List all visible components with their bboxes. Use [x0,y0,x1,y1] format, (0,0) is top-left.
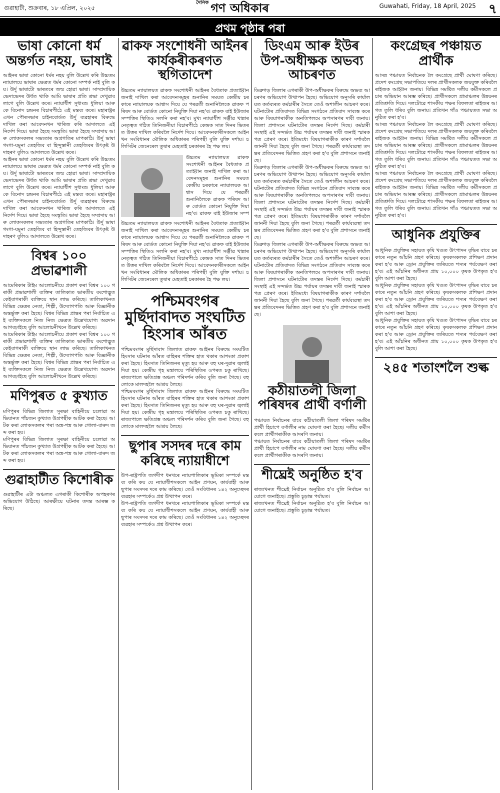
article-body-congress-more: আসন্ন পঞ্চায়ত নিৰ্বাচনক লৈ কংগ্ৰেছে প্ৰাৰ্থী ঘোষণা কৰিছে। প্ৰদেশ কংগ্ৰেছ সভাপতিয়ে দলৰ প্ৰাৰ্থীসকলক জয়যুক্ত কৰিবলৈ ৰাইজক আহ্বান জনায়। বিভিন্ন সমষ্টিত দলীয় কৰ্মীসকলে প্ৰচাৰ অভিযান আৰম্ভ কৰিছে। প্ৰাৰ্থীসকলে গ্ৰামাঞ্চলৰ উন্নয়নৰ প্ৰতিশ্ৰুতি দিয়ে। দলটোৱে শাসকীয় পক্ষৰ বিফলতা ৰাইজৰ আগত তুলি ধৰিব বুলি জনায়। প্ৰতিখন গাঁও পঞ্চায়তত সভা অনুষ্ঠিত কৰা হ'ব। [375,171,497,220]
masthead-title-text: গণ অধিকাৰ [210,1,270,15]
candidate-photo [283,325,341,383]
article-body-technology: আধুনিক প্ৰযুক্তিৰ সহায়ত কৃষি খণ্ডত উৎপাদন বৃদ্ধিৰ বাবে চৰকাৰে নতুন আঁচনি গ্ৰহণ কৰিছে। কৃষকসকলক প্ৰশিক্ষণ প্ৰদান কৰা হ'ব আৰু ড্ৰোন প্ৰযুক্তিৰ জৰিয়তে শস্যৰ পৰ্যবেক্ষণ কৰা হ'ব। এই আঁচনিৰ অধীনত প্ৰায় ১০,০০০ কৃষক উপকৃত হ'ব বুলি আশা কৰা হৈছে। [375,247,497,282]
column-divider [118,38,119,790]
article-body-congress: আসন্ন পঞ্চায়ত নিৰ্বাচনক লৈ কংগ্ৰেছে প্ৰাৰ্থী ঘোষণা কৰিছে। প্ৰদেশ কংগ্ৰেছ সভাপতিয়ে দলৰ প্ৰাৰ্থীসকলক জয়যুক্ত কৰিবলৈ ৰাইজক আহ্বান জনায়। বিভিন্ন সমষ্টিত দলীয় কৰ্মীসকলে প্ৰচাৰ অভিযান আৰম্ভ কৰিছে। প্ৰাৰ্থীসকলে গ্ৰামাঞ্চলৰ উন্নয়নৰ প্ৰতিশ্ৰুতি দিয়ে। দলটোৱে শাসকীয় পক্ষৰ বিফলতা ৰাইজৰ আগত তুলি ধৰিব বুলি জনায়। প্ৰতিখন গাঁও পঞ্চায়তত সভা অনুষ্ঠিত কৰা হ'ব। [375,73,497,122]
article-divider [3,469,115,470]
article-divider [121,435,249,436]
headline-congress: কংগ্ৰেছৰ পঞ্চায়ত প্ৰাৰ্থীক [390,39,482,69]
masthead-title [196,0,269,20]
article-body-misconduct-more: ডিব্ৰুগড় জিলাৰ এগৰাকী উপ-অধীক্ষকৰ বিৰুদ্ধে অভব্য আচৰণৰ অভিযোগ উত্থাপন হৈছে। অভিযোগ অনুসৰি কাৰ্যালয়ত কৰ্তব্যৰত কৰ্মচাৰীৰ সৈতে তেওঁ অশালীন আচৰণ কৰে। ঘটনাটোৰ প্ৰতিবাদত বিভিন্ন সংগঠনে প্ৰতিবাদ সাব্যস্ত কৰে আৰু বিষয়াগৰাকীক অনতিপলমে অপসাৰণৰ দাবী জনায়। জিলা প্ৰশাসনে ঘটনাটোৰ তদন্তৰ নিৰ্দেশ দিছে। কৰ্মচাৰী সংস্থাই এই সন্দৰ্ভত উচ্চ পৰ্যায়ৰ তদন্তৰ দাবী জনাই স্মাৰকপত্ৰ প্ৰেৰণ কৰে। ইতিমধ্যে বিষয়াগৰাকীক কাৰণ দৰ্শাবলৈ জাননী দিয়া হৈছে বুলি জনা গৈছে। পৰৱৰ্তী কাৰ্যব্যৱস্থা তদন্তৰ প্ৰতিবেদনৰ ভিত্তিত গ্ৰহণ কৰা হ'ব বুলি প্ৰশাসনে জনাইছে। [254,241,370,318]
headline-tariff: ২৪৫ শতাংশলৈ শুল্ক [383,360,489,376]
article-body-soon: ৰাজ্যখনত শীঘ্ৰেই নিৰ্বাচন অনুষ্ঠিত হ'ব বুলি নিৰ্বাচন আয়োগে জনাইছে। প্ৰস্তুতি চূড়ান্ত পৰ্যায়ত। [254,487,370,501]
masthead-date-english: Guwahati, Friday, 18 April, 2025 [379,3,476,10]
headline-murshidabad: পশ্চিমবংগৰ মুৰ্ছিদাবাদত সংঘটিত হিংসাৰ আঁৰত [124,291,246,344]
article-body-super-parliament: উপ-ৰাষ্ট্ৰপতি জগদীপ ধনখৰে ন্যায়পালিকাৰ ভূমিকা সম্পৰ্কে মন্তব্য কৰি কয় যে ন্যায়াধীশসকলে আইন প্ৰণয়ন, কাৰ্যবাহী আৰু ছুপাৰ সংসদৰ দৰে কাম কৰিছে। তেওঁ সংবিধানৰ ১৪২ অনুচ্ছেদৰ ব্যৱহাৰ সম্পৰ্কেও প্ৰশ্ন উত্থাপন কৰে। [121,473,249,501]
article-body-misconduct: ডিব্ৰুগড় জিলাৰ এগৰাকী উপ-অধীক্ষকৰ বিৰুদ্ধে অভব্য আচৰণৰ অভিযোগ উত্থাপন হৈছে। অভিযোগ অনুসৰি কাৰ্যালয়ত কৰ্তব্যৰত কৰ্মচাৰীৰ সৈতে তেওঁ অশালীন আচৰণ কৰে। ঘটনাটোৰ প্ৰতিবাদত বিভিন্ন সংগঠনে প্ৰতিবাদ সাব্যস্ত কৰে আৰু বিষয়াগৰাকীক অনতিপলমে অপসাৰণৰ দাবী জনায়। জিলা প্ৰশাসনে ঘটনাটোৰ তদন্তৰ নিৰ্দেশ দিছে। কৰ্মচাৰী সংস্থাই এই সন্দৰ্ভত উচ্চ পৰ্যায়ৰ তদন্তৰ দাবী জনাই স্মাৰকপত্ৰ প্ৰেৰণ কৰে। ইতিমধ্যে বিষয়াগৰাকীক কাৰণ দৰ্শাবলৈ জাননী দিয়া হৈছে বুলি জনা গৈছে। পৰৱৰ্তী কাৰ্যব্যৱস্থা তদন্তৰ প্ৰতিবেদনৰ ভিত্তিত গ্ৰহণ কৰা হ'ব বুলি প্ৰশাসনে জনাইছে। [254,87,370,164]
article-body-technology-cont: আধুনিক প্ৰযুক্তিৰ সহায়ত কৃষি খণ্ডত উৎপাদন বৃদ্ধিৰ বাবে চৰকাৰে নতুন আঁচনি গ্ৰহণ কৰিছে। কৃষকসকলক প্ৰশিক্ষণ প্ৰদান কৰা হ'ব আৰু ড্ৰোন প্ৰযুক্তিৰ জৰিয়তে শস্যৰ পৰ্যবেক্ষণ কৰা হ'ব। এই আঁচনিৰ অধীনত প্ৰায় ১০,০০০ কৃষক উপকৃত হ'ব বুলি আশা কৰা হৈছে। [375,282,497,317]
article-body-language: আইনৰ ভাষা কোনো ধৰ্মৰ নহয় বুলি উল্লেখ কৰি উচ্চতম ন্যায়ালয়ে ভাষাৰ ক্ষেত্ৰত ধৰ্মৰ কোনো সম্পৰ্ক নাই বুলি কয়। উৰ্দু ভাষাটো ভাৰতৰে জন্ম হোৱা ভাষা। সাম্প্ৰদায়িক ভেদাভেদৰ উৰ্ধত থাকি আমি ভাষাৰ প্ৰতি শ্ৰদ্ধা দেখুৱাব লাগে বুলি উল্লেখ কৰে। ন্যায়াধীশ সুধাংশু ধুলিয়া আৰু কে বিনোদ চন্দ্ৰনৰ বিচাৰপীঠে এই মন্তব্য কৰে। মহাৰাষ্ট্ৰৰ এখন পৌৰসভাৰ চাইনবোৰ্ডত উৰ্দু ব্যৱহাৰৰ বিৰুদ্ধে দাখিল কৰা আবেদনখন খাৰিজ কৰি আদালতে এই নিৰ্দেশ দিয়ে। ভাষা হৈছে সংস্কৃতি। ভাষা হৈছে সম্প্ৰদায় আৰু লোকসকলৰ সভ্যতাৰ অগ্ৰগতিৰ মাপকাঠি। উৰ্দু ভাষা গংগা-যমুনা তেহজিব বা হিন্দুস্তানী তেহজিবৰ উৎকৃষ্ট উদাহৰণ বুলিও আদালতে উল্লেখ কৰে। [3,73,115,157]
section-banner-text: প্ৰথম পৃষ্ঠাৰ পৰা [215,22,285,35]
article-body-waqf: উচ্চতম ন্যায়ালয়ত ৱাকফ সংশোধনী আইনৰ বৈধতাক প্ৰত্যাহ্বান জনাই দাখিল কৰা আবেদনসমূহৰ শুনানিৰ সময়ত কেন্দ্ৰীয় চৰকাৰে ন্যায়ালয়ক আশ্বাস দিয়ে যে পৰৱৰ্তী শুনানিলৈকে ৱাকফ পৰিষদ আৰু বোৰ্ডত কোনো নিযুক্তি দিয়া নহ'ব। ৱাকফ বাই ইউজাৰ সম্পত্তিৰ স্থিতিও সলনি কৰা নহ'ব। মুখ্য ন্যায়াধীশ সঞ্জীৱ খান্নাৰ নেতৃত্বত গঠিত তিনিজনীয়া বিচাৰপীঠে কেন্দ্ৰক সাত দিনৰ ভিতৰত উত্তৰ দাখিল কৰিবলৈ নিৰ্দেশ দিয়ে। আবেদনকাৰীসকলে আইনখন সংবিধানৰ মৌলিক অধিকাৰৰ পৰিপন্থী বুলি যুক্তি দৰ্শায়। চলিসিটৰ জেনেৰেল তুষাৰ মেহতাই চৰকাৰৰ হৈ পক্ষ লয়। [121,87,249,150]
article-body-language-cont: আইনৰ ভাষা কোনো ধৰ্মৰ নহয় বুলি উল্লেখ কৰি উচ্চতম ন্যায়ালয়ে ভাষাৰ ক্ষেত্ৰত ধৰ্মৰ কোনো সম্পৰ্ক নাই বুলি কয়। উৰ্দু ভাষাটো ভাৰতৰে জন্ম হোৱা ভাষা। সাম্প্ৰদায়িক ভেদাভেদৰ উৰ্ধত থাকি আমি ভাষাৰ প্ৰতি শ্ৰদ্ধা দেখুৱাব লাগে বুলি উল্লেখ কৰে। ন্যায়াধীশ সুধাংশু ধুলিয়া আৰু কে বিনোদ চন্দ্ৰনৰ বিচাৰপীঠে এই মন্তব্য কৰে। মহাৰাষ্ট্ৰৰ এখন পৌৰসভাৰ চাইনবোৰ্ডত উৰ্দু ব্যৱহাৰৰ বিৰুদ্ধে দাখিল কৰা আবেদনখন খাৰিজ কৰি আদালতে এই নিৰ্দেশ দিয়ে। ভাষা হৈছে সংস্কৃতি। ভাষা হৈছে সম্প্ৰদায় আৰু লোকসকলৰ সভ্যতাৰ অগ্ৰগতিৰ মাপকাঠি। উৰ্দু ভাষা গংগা-যমুনা তেহজিব বা হিন্দুস্তানী তেহজিবৰ উৎকৃষ্ট উদাহৰণ বুলিও আদালতে উল্লেখ কৰে। [3,157,115,241]
article-divider [375,357,497,358]
article-body-soon-cont: ৰাজ্যখনত শীঘ্ৰেই নিৰ্বাচন অনুষ্ঠিত হ'ব বুলি নিৰ্বাচন আয়োগে জনাইছে। প্ৰস্তুতি চূড়ান্ত পৰ্যায়ত। [254,501,370,515]
article-body-influential-cont: আমেৰিকাৰ টাইম আলোচনীয়ে প্ৰকাশ কৰা বিশ্বৰ ১০০ গৰাকী প্ৰভাৱশালী ব্যক্তিৰ তালিকাত ভাৰতীয় বংশোদ্ভূত কেইবাগৰাকী ব্যক্তিয়ে স্থান লাভ কৰিছে। তালিকাখনত বিভিন্ন ক্ষেত্ৰৰ নেতা, শিল্পী, উদ্যোগপতি আৰু বিজ্ঞানীক অন্তৰ্ভুক্ত কৰা হৈছে। বিশ্বৰ বিভিন্ন প্ৰান্তৰ পৰা নিৰ্বাচিত এই ব্যক্তিসকলে নিজ নিজ ক্ষেত্ৰত উল্লেখযোগ্য অৱদান আগবঢ়াইছে বুলি আলোচনীখনে উল্লেখ কৰিছে। [3,332,115,381]
article-body-murshidabad-cont: পশ্চিমবংগৰ মুৰ্ছিদাবাদ জিলাত ৱাকফ আইনৰ বিৰুদ্ধে সংঘটিত হিংসাৰ ঘটনাৰ আঁৰত বাহিৰৰ শক্তিৰ হাত থকাৰ আশংকা প্ৰকাশ কৰা হৈছে। হিংসাত তিনিজনৰ মৃত্যু হয় আৰু বহু ঘৰ-দুৱাৰ জ্বলাই দিয়া হয়। কেন্দ্ৰীয় গৃহ মন্ত্ৰালয়ে পৰিস্থিতিৰ ওপৰত চকু ৰাখিছে। ৰাজ্যপালে ক্ষতিগ্ৰস্ত অঞ্চল পৰিদৰ্শন কৰিব বুলি জনা গৈছে। বহু লোকে মালদহলৈ আশ্ৰয় লৈছে। [121,389,249,431]
article-body-murshidabad: পশ্চিমবংগৰ মুৰ্ছিদাবাদ জিলাত ৱাকফ আইনৰ বিৰুদ্ধে সংঘটিত হিংসাৰ ঘটনাৰ আঁৰত বাহিৰৰ শক্তিৰ হাত থকাৰ আশংকা প্ৰকাশ কৰা হৈছে। হিংসাত তিনিজনৰ মৃত্যু হয় আৰু বহু ঘৰ-দুৱাৰ জ্বলাই দিয়া হয়। কেন্দ্ৰীয় গৃহ মন্ত্ৰালয়ে পৰিস্থিতিৰ ওপৰত চকু ৰাখিছে। ৰাজ্যপালে ক্ষতিগ্ৰস্ত অঞ্চল পৰিদৰ্শন কৰিব বুলি জনা গৈছে। বহু লোকে মালদহলৈ আশ্ৰয় লৈছে। [121,347,249,389]
masthead-small-label: দৈনিক [196,0,209,6]
photo-row [121,155,249,217]
column-3 [254,38,370,790]
headline-manipur: মণিপুৰত ৫ কুখ্যাত [10,389,108,405]
article-divider [3,245,115,246]
page-number: ৭ [488,2,497,17]
article-divider [121,288,249,289]
article-body-manipur: মণিপুৰৰ বিভিন্ন জিলাত সুৰক্ষা বাহিনীয়ে চলোৱা অভিযানত পাঁচজন কুখ্যাত উগ্ৰপন্থীক আটক কৰা হৈছে। আটক কৰা লোকসকলৰ পৰা অস্ত্ৰ-শস্ত্ৰ আৰু গোলা-বাৰুদ জব্দ কৰা হয়। [3,408,115,436]
article-body-misconduct-cont: ডিব্ৰুগড় জিলাৰ এগৰাকী উপ-অধীক্ষকৰ বিৰুদ্ধে অভব্য আচৰণৰ অভিযোগ উত্থাপন হৈছে। অভিযোগ অনুসৰি কাৰ্যালয়ত কৰ্তব্যৰত কৰ্মচাৰীৰ সৈতে তেওঁ অশালীন আচৰণ কৰে। ঘটনাটোৰ প্ৰতিবাদত বিভিন্ন সংগঠনে প্ৰতিবাদ সাব্যস্ত কৰে আৰু বিষয়াগৰাকীক অনতিপলমে অপসাৰণৰ দাবী জনায়। জিলা প্ৰশাসনে ঘটনাটোৰ তদন্তৰ নিৰ্দেশ দিছে। কৰ্মচাৰী সংস্থাই এই সন্দৰ্ভত উচ্চ পৰ্যায়ৰ তদন্তৰ দাবী জনাই স্মাৰকপত্ৰ প্ৰেৰণ কৰে। ইতিমধ্যে বিষয়াগৰাকীক কাৰণ দৰ্শাবলৈ জাননী দিয়া হৈছে বুলি জনা গৈছে। পৰৱৰ্তী কাৰ্যব্যৱস্থা তদন্তৰ প্ৰতিবেদনৰ ভিত্তিত গ্ৰহণ কৰা হ'ব বুলি প্ৰশাসনে জনাইছে। [254,164,370,241]
article-body-technology-more: আধুনিক প্ৰযুক্তিৰ সহায়ত কৃষি খণ্ডত উৎপাদন বৃদ্ধিৰ বাবে চৰকাৰে নতুন আঁচনি গ্ৰহণ কৰিছে। কৃষকসকলক প্ৰশিক্ষণ প্ৰদান কৰা হ'ব আৰু ড্ৰোন প্ৰযুক্তিৰ জৰিয়তে শস্যৰ পৰ্যবেক্ষণ কৰা হ'ব। এই আঁচনিৰ অধীনত প্ৰায় ১০,০০০ কৃষক উপকৃত হ'ব বুলি আশা কৰা হৈছে। [375,317,497,352]
headline-misconduct: ডিংএম আৰু ইউৰ উপ-অধীক্ষক অভব্য আচৰণত [260,39,364,84]
article-body-kathiatoli: পঞ্চায়ত নিৰ্বাচনৰ বাবে কঠীয়াতলী জিলা পৰিষদ সমষ্টিৰ প্ৰাৰ্থী হিচাপে বৰ্ণালীৰ নাম ঘোষণা কৰা হৈছে। দলীয় কৰ্মীসকলে প্ৰাৰ্থীগৰাকীক আদৰণি জনায়। [254,417,370,438]
section-banner [0,18,500,36]
article-body-influential: আমেৰিকাৰ টাইম আলোচনীয়ে প্ৰকাশ কৰা বিশ্বৰ ১০০ গৰাকী প্ৰভাৱশালী ব্যক্তিৰ তালিকাত ভাৰতীয় বংশোদ্ভূত কেইবাগৰাকী ব্যক্তিয়ে স্থান লাভ কৰিছে। তালিকাখনত বিভিন্ন ক্ষেত্ৰৰ নেতা, শিল্পী, উদ্যোগপতি আৰু বিজ্ঞানীক অন্তৰ্ভুক্ত কৰা হৈছে। বিশ্বৰ বিভিন্ন প্ৰান্তৰ পৰা নিৰ্বাচিত এই ব্যক্তিসকলে নিজ নিজ ক্ষেত্ৰত উল্লেখযোগ্য অৱদান আগবঢ়াইছে বুলি আলোচনীখনে উল্লেখ কৰিছে। [3,283,115,332]
article-divider [3,385,115,386]
headline-super-parliament: ছুপাৰ সসদৰ দৰে কাম কৰিছে ন্যায়াধীশে [128,439,242,469]
article-body-kathiatoli-cont: পঞ্চায়ত নিৰ্বাচনৰ বাবে কঠীয়াতলী জিলা পৰিষদ সমষ্টিৰ প্ৰাৰ্থী হিচাপে বৰ্ণালীৰ নাম ঘোষণা কৰা হৈছে। দলীয় কৰ্মীসকলে প্ৰাৰ্থীগৰাকীক আদৰণি জনায়। [254,438,370,459]
masthead-date-assamese: গুৱাহাটী, শুক্ৰবাৰ, ১৮ এপ্ৰিল, ২০২৫ [4,5,96,12]
article-body-manipur-cont: মণিপুৰৰ বিভিন্ন জিলাত সুৰক্ষা বাহিনীয়ে চলোৱা অভিযানত পাঁচজন কুখ্যাত উগ্ৰপন্থীক আটক কৰা হৈছে। আটক কৰা লোকসকলৰ পৰা অস্ত্ৰ-শস্ত্ৰ আৰু গোলা-বাৰুদ জব্দ কৰা হয়। [3,436,115,464]
article-body-congress-cont: আসন্ন পঞ্চায়ত নিৰ্বাচনক লৈ কংগ্ৰেছে প্ৰাৰ্থী ঘোষণা কৰিছে। প্ৰদেশ কংগ্ৰেছ সভাপতিয়ে দলৰ প্ৰাৰ্থীসকলক জয়যুক্ত কৰিবলৈ ৰাইজক আহ্বান জনায়। বিভিন্ন সমষ্টিত দলীয় কৰ্মীসকলে প্ৰচাৰ অভিযান আৰম্ভ কৰিছে। প্ৰাৰ্থীসকলে গ্ৰামাঞ্চলৰ উন্নয়নৰ প্ৰতিশ্ৰুতি দিয়ে। দলটোৱে শাসকীয় পক্ষৰ বিফলতা ৰাইজৰ আগত তুলি ধৰিব বুলি জনায়। প্ৰতিখন গাঁও পঞ্চায়তত সভা অনুষ্ঠিত কৰা হ'ব। [375,122,497,171]
headline-guwahati: গুৱাহাটীত কিশোৰীক [4,472,114,488]
article-divider [375,224,497,225]
headline-kathiatoli: কঠীয়াতলী জিলা পৰিষদৰ প্ৰাৰ্থী বৰ্ণালী [257,383,367,414]
article-body-super-parliament-cont: উপ-ৰাষ্ট্ৰপতি জগদীপ ধনখৰে ন্যায়পালিকাৰ ভূমিকা সম্পৰ্কে মন্তব্য কৰি কয় যে ন্যায়াধীশসকলে আইন প্ৰণয়ন, কাৰ্যবাহী আৰু ছুপাৰ সংসদৰ দৰে কাম কৰিছে। তেওঁ সংবিধানৰ ১৪২ অনুচ্ছেদৰ ব্যৱহাৰ সম্পৰ্কেও প্ৰশ্ন উত্থাপন কৰে। [121,501,249,529]
column-2 [121,38,249,790]
column-divider [251,38,252,790]
masthead [0,0,500,17]
column-divider [372,38,373,790]
article-body-waqf-more: উচ্চতম ন্যায়ালয়ত ৱাকফ সংশোধনী আইনৰ বৈধতাক প্ৰত্যাহ্বান জনাই দাখিল কৰা আবেদনসমূহৰ শুনানিৰ সময়ত কেন্দ্ৰীয় চৰকাৰে ন্যায়ালয়ক আশ্বাস দিয়ে যে পৰৱৰ্তী শুনানিলৈকে ৱাকফ পৰিষদ আৰু বোৰ্ডত কোনো নিযুক্তি দিয়া নহ'ব। ৱাকফ বাই ইউজাৰ সম্পত্তিৰ স্থিতিও সলনি কৰা নহ'ব। মুখ্য ন্যায়াধীশ সঞ্জীৱ খান্নাৰ নেতৃত্বত গঠিত তিনিজনীয়া বিচাৰপীঠে কেন্দ্ৰক সাত দিনৰ ভিতৰত উত্তৰ দাখিল কৰিবলৈ নিৰ্দেশ দিয়ে। আবেদনকাৰীসকলে আইনখন সংবিধানৰ মৌলিক অধিকাৰৰ পৰিপন্থী বুলি যুক্তি দৰ্শায়। চলিসিটৰ জেনেৰেল তুষাৰ মেহতাই চৰকাৰৰ হৈ পক্ষ লয়। [121,220,249,283]
headline-language: ভাষা কোনো ধৰ্ম অন্তৰ্গত নহয়, ভাষাই [6,39,112,69]
column-4 [375,38,497,790]
news-photo [121,155,183,217]
column-1 [3,38,115,790]
article-body-waqf-cont: উচ্চতম ন্যায়ালয়ত ৱাকফ সংশোধনী আইনৰ বৈধতাক প্ৰত্যাহ্বান জনাই দাখিল কৰা আবেদনসমূহৰ শুনানিৰ সময়ত কেন্দ্ৰীয় চৰকাৰে ন্যায়ালয়ক আশ্বাস দিয়ে যে পৰৱৰ্তী শুনানিলৈকে ৱাকফ পৰিষদ আৰু বোৰ্ডত কোনো নিযুক্তি দিয়া নহ'ব। ৱাকফ বাই ইউজাৰ সম্প [186,154,249,217]
headline-waqf: ৱাকফ সংশোধনী আইনৰ কাৰ্যকৰীকৰণত স্থগিতাদেশ [122,39,248,84]
article-body-guwahati: গুৱাহাটীৰ এটা অঞ্চলত এগৰাকী কিশোৰীক অপহৰণৰ অভিযোগ উঠিছে। আৰক্ষীয়ে ঘটনাৰ তদন্ত আৰম্ভ কৰিছে। [3,492,115,513]
headline-technology: আধুনিক প্ৰযুক্তিৰ [391,228,481,244]
headline-influential: বিশ্বৰ ১০০ প্ৰভাৱশালী [31,249,87,279]
article-divider [254,464,370,465]
headline-soon: শীঘ্ৰেই অনুষ্ঠিত হ'ব [261,467,363,483]
